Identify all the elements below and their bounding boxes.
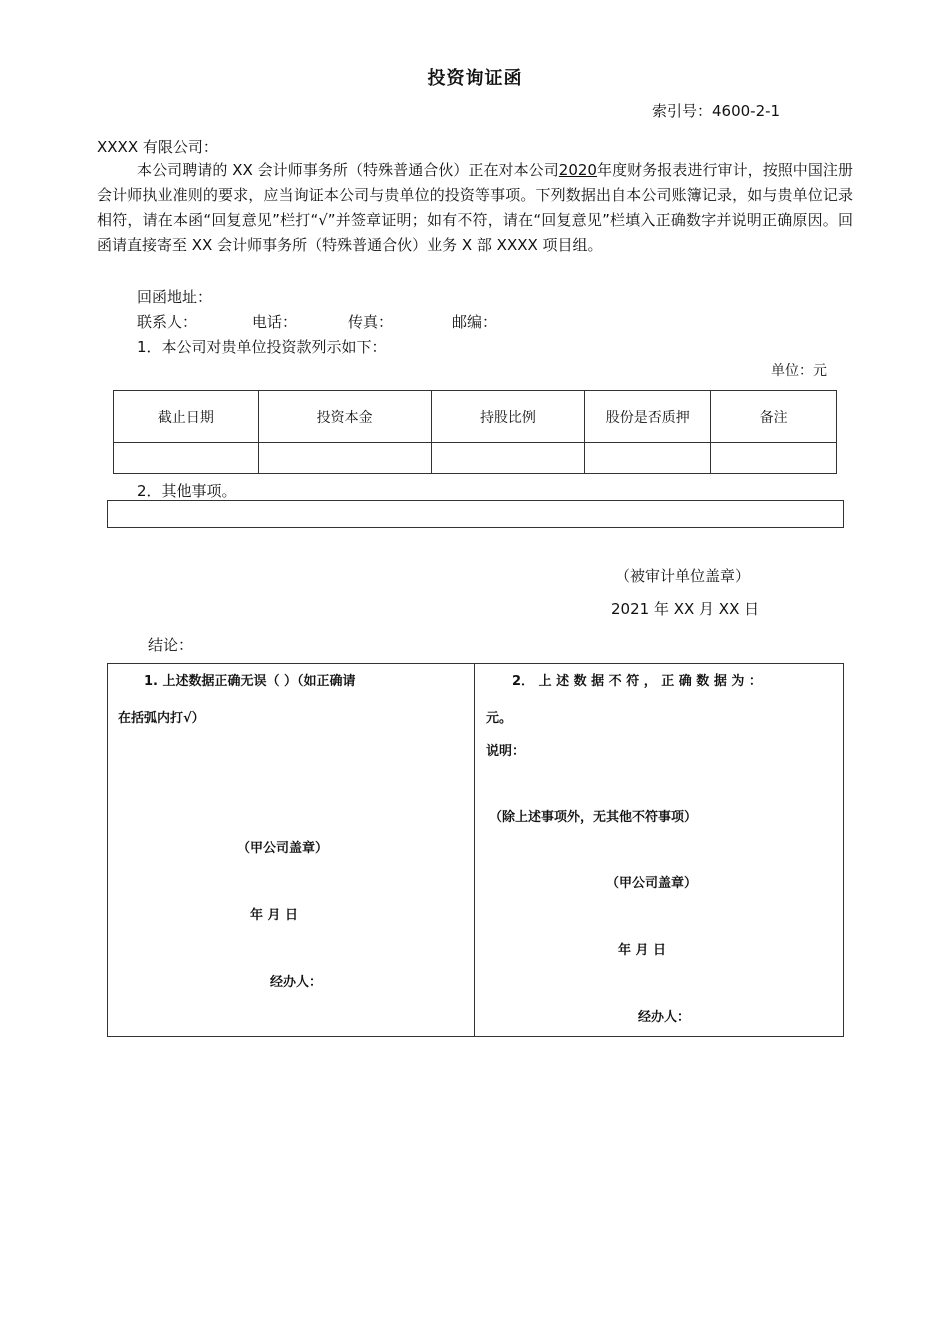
unit-label: 单位：元 xyxy=(771,363,827,379)
audited-unit-seal: （被审计单位盖章） xyxy=(615,567,751,585)
table-cell xyxy=(711,443,837,474)
header-pledged: 股份是否质押 xyxy=(585,391,711,443)
index-number: 索引号：4600-2-1 xyxy=(652,102,781,120)
left-seal: （甲公司盖章） xyxy=(237,841,329,856)
table-cell xyxy=(585,443,711,474)
phone-label: 电话： xyxy=(252,313,298,331)
conclusion-label: 结论： xyxy=(148,636,194,654)
right-handler: 经办人： xyxy=(638,1010,691,1025)
right-mismatch-line2: 元。 xyxy=(486,711,513,726)
fax-label: 传真： xyxy=(348,313,394,331)
conclusion-divider xyxy=(474,663,475,1036)
letter-body-part1: 本公司聘请的 XX 会计师事务所（特殊普通合伙）正在对本公司 xyxy=(137,161,559,179)
postcode-label: 邮编： xyxy=(452,313,498,331)
item1-heading: 1．本公司对贵单位投资款列示如下： xyxy=(137,338,387,356)
left-confirm-line1: 1. 上述数据正确无误（ ）（如正确请 xyxy=(144,674,356,689)
contact-person-label: 联系人： xyxy=(137,313,198,331)
table-cell xyxy=(258,443,431,474)
right-mismatch-line1: 2． 上 述 数 据 不 符 ， 正 确 数 据 为 ： xyxy=(512,674,762,689)
audit-year: 2020 xyxy=(558,161,597,179)
signature-date: 2021 年 XX 月 XX 日 xyxy=(611,600,760,618)
contact-row xyxy=(137,311,697,331)
left-date: 年 月 日 xyxy=(250,908,299,923)
letter-body-part2: 年度财务报表进行审计，按照中国注册会计师执业准则的要求，应当询证本公司与贵单位的投资等事项。下列数据出自本公司账簿记录，如与贵单位记录相符，请在本函“回复意见”栏打“√”并签章证明；如有不符，请在“回复意见”栏填入正确数字并说明正确原因。回函请直接寄至 XX 会计师事务所（特殊普通合伙）业务 X 部 XXXX 项目组。 xyxy=(97,161,853,254)
conclusion-box xyxy=(107,663,844,1037)
right-seal: （甲公司盖章） xyxy=(606,876,698,891)
right-note: （除上述事项外，无其他不符事项） xyxy=(489,810,698,825)
header-cutoff-date: 截止日期 xyxy=(114,391,259,443)
header-principal: 投资本金 xyxy=(258,391,431,443)
table-cell xyxy=(431,443,585,474)
table-cell xyxy=(114,443,259,474)
left-confirm-line2: 在括弧内打√） xyxy=(118,711,205,726)
letter-body xyxy=(97,158,853,258)
reply-address: 回函地址： xyxy=(137,288,213,306)
item2-heading: 2．其他事项。 xyxy=(137,482,237,500)
investment-table xyxy=(113,390,837,474)
right-explanation: 说明： xyxy=(486,744,526,759)
header-share-ratio: 持股比例 xyxy=(431,391,585,443)
table-row xyxy=(114,443,837,474)
other-matters-box xyxy=(107,500,844,528)
page-title: 投资询证函 xyxy=(427,68,523,89)
addressee: XXXX 有限公司： xyxy=(97,138,218,156)
table-header-row xyxy=(114,391,837,443)
left-handler: 经办人： xyxy=(270,975,323,990)
header-remarks: 备注 xyxy=(711,391,837,443)
right-date: 年 月 日 xyxy=(618,943,667,958)
